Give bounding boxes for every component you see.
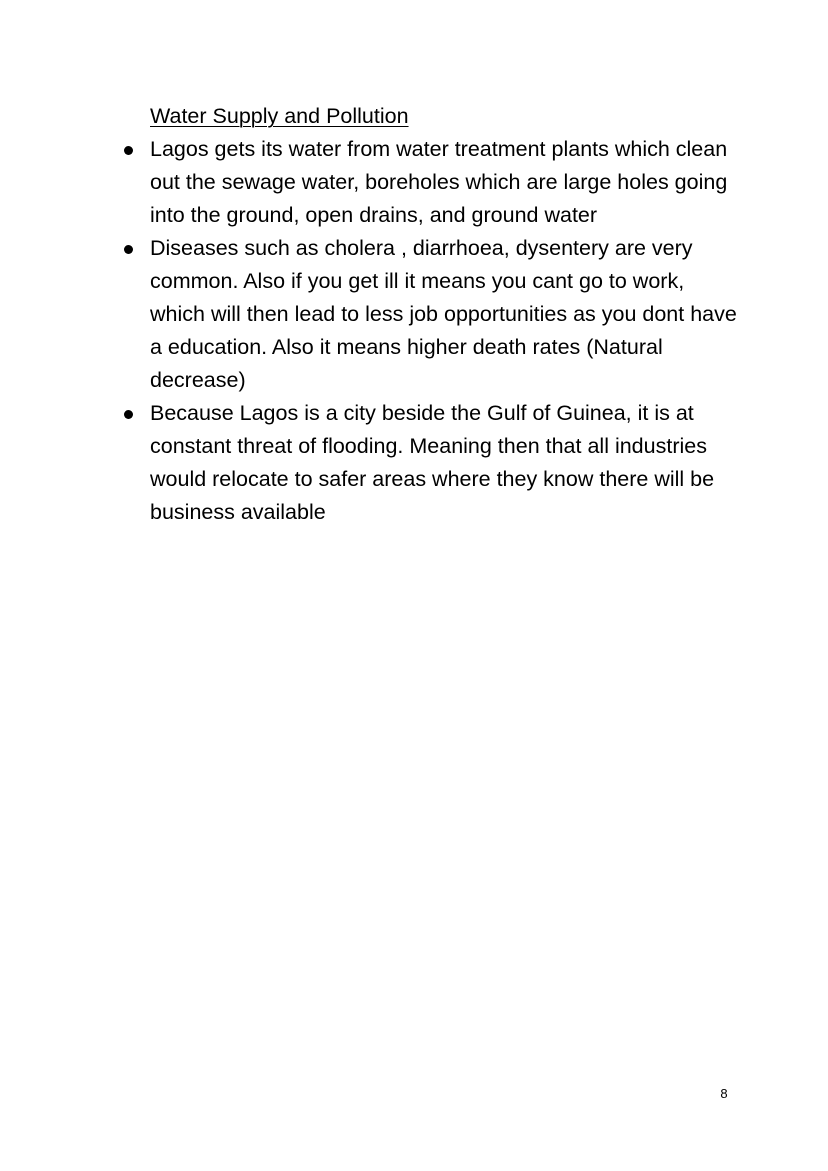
page-content: [150, 100, 740, 529]
page-number: 8: [720, 1086, 728, 1101]
bullet-icon: [124, 410, 133, 419]
bullet-item: [150, 397, 740, 529]
bullet-text: Lagos gets its water from water treatment plants which clean out the sewage water, boreholes which are large holes going into the ground, open drains, and ground water: [150, 137, 728, 227]
section-heading: Water Supply and Pollution: [150, 104, 409, 128]
bullet-icon: [124, 245, 133, 254]
bullet-icon: [124, 146, 133, 155]
bullet-item: [150, 133, 740, 232]
bullet-text: Diseases such as cholera , diarrhoea, dysentery are very common. Also if you get ill it means you cant go to work, which will then lead to less job opportunities as you dont have a education. Also it means higher death rates (Natural decrease): [150, 236, 737, 392]
bullet-list: [150, 133, 740, 529]
bullet-item: [150, 232, 740, 397]
bullet-text: Because Lagos is a city beside the Gulf of Guinea, it is at constant threat of flooding. Meaning then that all industries would relocate to safer areas where they know there will be business available: [150, 401, 715, 524]
